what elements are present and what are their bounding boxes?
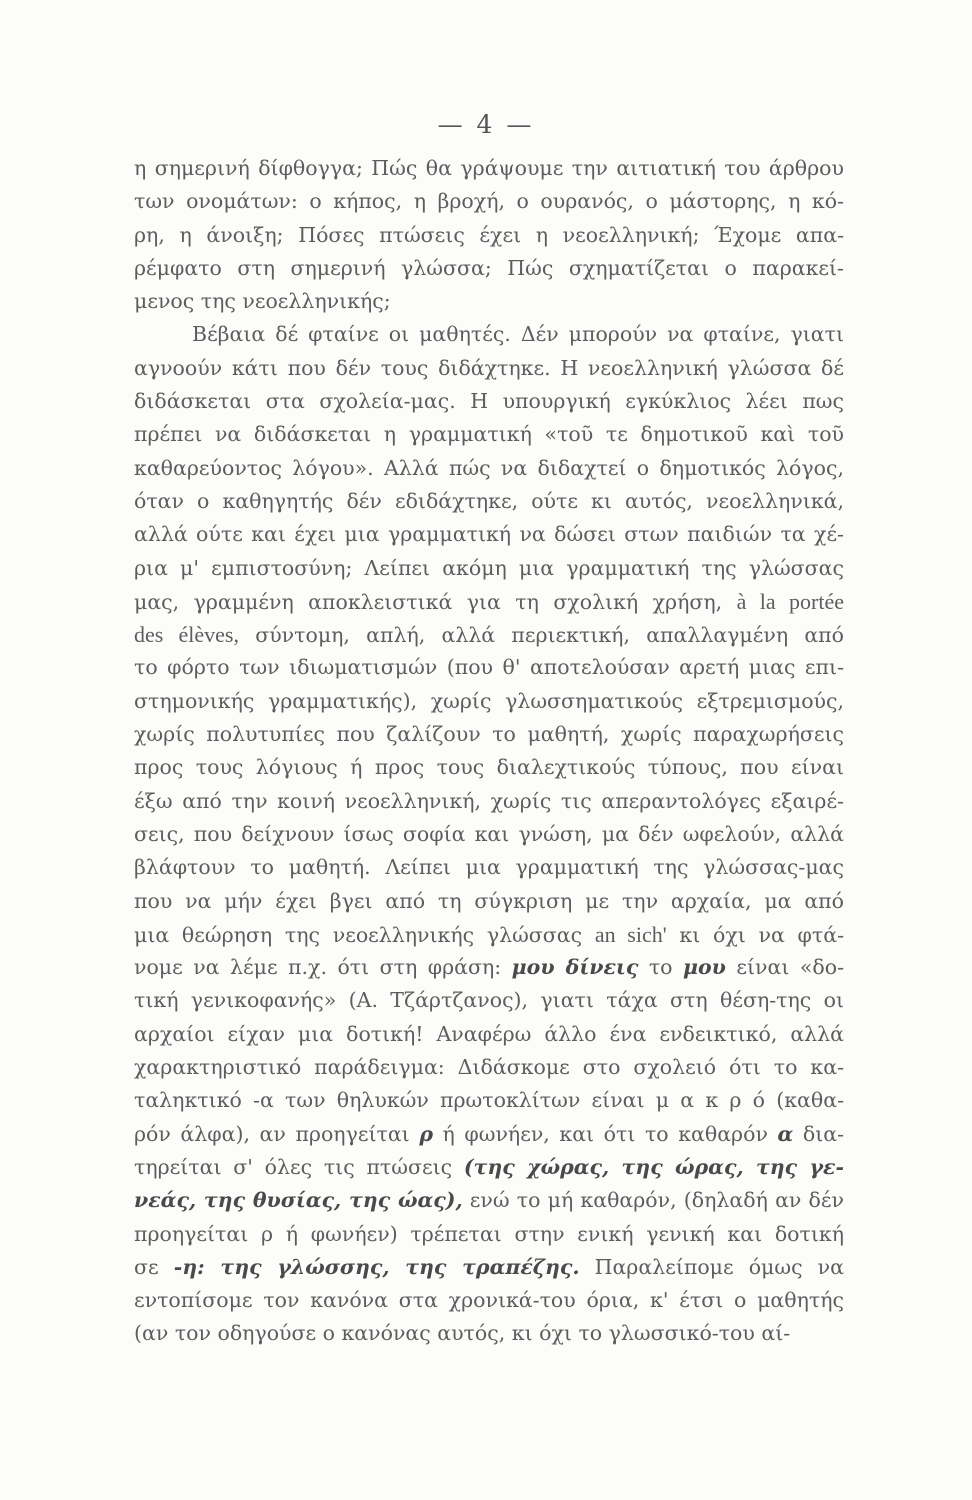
text-segment: διδάσκεται στα σχολεία-μας. Η υπουργική εγκύκλιος λέει πως (134, 389, 844, 414)
text-segment: όταν ο καθηγητής δέν εδιδάχτηκε, ούτε κι αυτός, νεοελληνικά, (134, 488, 844, 513)
text-segment: προς τους λόγιους ή προς τους διαλεχτικούς τύπους, που είναι (134, 755, 844, 780)
text-line (134, 1184, 844, 1217)
text-segment: το (638, 955, 683, 980)
text-line (134, 651, 844, 684)
text-segment: προηγείται ρ ή φωνήεν) τρέπεται στην ενική γενική και δοτική (134, 1221, 844, 1246)
text-line (134, 1317, 844, 1350)
text-segment: τική γενικοφανής» (Α. Τζάρτζανος), γιατι τάχα στη θέση-της οι (134, 988, 844, 1013)
text-line (134, 984, 844, 1017)
text-line (134, 518, 844, 551)
text-segment: αγνοούν κάτι που δέν τους διδάχτηκε. Η νεοελληνική γλώσσα δέ (134, 355, 844, 380)
text-segment: η σημερινή δίφθογγα; Πώς θα γράψουμε την αιτιατική του άρθρου (134, 156, 844, 180)
page-number: — 4 — (437, 110, 535, 139)
text-line (134, 252, 844, 285)
text-segment: νομε να λέμε π.χ. ότι στη φράση: (134, 955, 512, 980)
text-line (134, 152, 844, 185)
text-segment: Παραλείπομε όμως να (579, 1254, 844, 1279)
text-segment: χαρακτηριστικό παράδειγμα: Διδάσκομε στο σχολειό ότι το κα- (134, 1055, 844, 1080)
text-segment: μας, γραμμένη αποκλειστικά για τη σχολική χρήση, (134, 589, 737, 614)
emphasized-text: μου (682, 955, 726, 980)
emphasized-text: -η: της γλώσσης, της τραπέζης. (173, 1254, 580, 1279)
text-segment: ρόν άλφα), αν προηγείται (134, 1121, 420, 1146)
body-text (134, 152, 844, 1351)
text-line (134, 751, 844, 784)
text-line (134, 219, 844, 252)
text-line (134, 818, 844, 851)
text-segment: ρια μ' εμπιστοσύνη; Λείπει ακόμη μια γραμματική της γλώσσας (134, 555, 844, 580)
text-line (134, 552, 844, 585)
text-segment: εντοπίσομε τον κανόνα στα χρονικά-του όρια, κ' έτσι ο μαθητής (134, 1288, 844, 1313)
text-segment: των ονομάτων: ο κήπος, η βροχή, ο ουρανός, ο μάστορης, η κό- (134, 189, 844, 214)
text-segment: είναι «δο- (725, 955, 844, 980)
text-line (134, 718, 844, 751)
text-segment: ενώ το μή καθαρόν, (δηλαδή αν δέν (462, 1188, 844, 1213)
emphasized-text: νεάς, της θυσίας, της ώας), (134, 1188, 463, 1213)
text-segment: δια- (793, 1121, 845, 1146)
text-segment: πρέπει να διδάσκεται η γραμματική «τοῦ τε δημοτικοῦ καὶ τοῦ (134, 422, 844, 447)
text-segment: κι όχι να φτά- (666, 922, 845, 947)
text-line (134, 1118, 844, 1151)
text-line (134, 685, 844, 718)
text-segment: Βέβαια δέ φταίνε οι μαθητές. Δέν μπορούν να φταίνε, γιατι (192, 322, 844, 347)
text-segment: ή φωνήεν, και ότι το καθαρόν (432, 1121, 778, 1146)
text-segment: ταληκτικό -α των θηλυκών πρωτοκλίτων είναι μ α κ ρ ό (καθα- (134, 1088, 844, 1113)
text-line (134, 185, 844, 218)
text-line (134, 1284, 844, 1317)
latin-text: des élèves, (134, 622, 239, 648)
text-line (134, 452, 844, 485)
text-line (134, 1051, 844, 1084)
text-line (134, 1018, 844, 1051)
text-line (134, 318, 844, 351)
text-line (134, 618, 844, 651)
text-line (134, 918, 844, 951)
text-segment: αρχαίοι είχαν μια δοτική! Αναφέρω άλλο ένα ενδεικτικό, αλλά (134, 1021, 844, 1046)
text-line (134, 785, 844, 818)
emphasized-text: μου δίνεις (511, 955, 639, 980)
text-segment: ρέμφατο στη σημερινή γλώσσα; Πώς σχηματίζεται ο παρακεί- (134, 255, 844, 280)
text-segment: τηρείται σ' όλες τις πτώσεις (134, 1154, 464, 1179)
emphasized-text: α (777, 1121, 794, 1146)
text-line (134, 851, 844, 884)
text-segment: (αν τον οδηγούσε ο κανόνας αυτός, κι όχι το γλωσσικό-του αί- (134, 1321, 791, 1346)
text-segment: βλάφτουν το μαθητή. Λείπει μια γραμματική της γλώσσας-μας (134, 855, 844, 880)
emphasized-text: (της χώρας, της ώρας, της γε- (463, 1154, 844, 1179)
text-segment: ρη, η άνοιξη; Πόσες πτώσεις έχει η νεοελληνική; Έχομε απα- (134, 222, 844, 247)
text-line (134, 951, 844, 984)
text-segment: σεις, που δείχνουν ίσως σοφία και γνώση, μα δέν ωφελούν, αλλά (134, 821, 844, 846)
text-segment: σύντομη, απλή, αλλά περιεκτική, απαλλαγμένη από (239, 623, 844, 648)
text-segment: σε (134, 1254, 174, 1279)
text-segment: μια θεώρηση της νεοελληνικής γλώσσας (134, 922, 595, 947)
text-segment: που να μήν έχει βγει από τη σύγκριση με την αρχαία, μα από (134, 888, 844, 913)
text-line (134, 1218, 844, 1251)
text-segment: το φόρτο των ιδιωματισμών (που θ' αποτελούσαν αρετή μιας επι- (134, 655, 844, 680)
text-line (134, 285, 844, 318)
text-segment: αλλά ούτε και έχει μια γραμματική να δώσει στων παιδιών τα χέ- (134, 522, 844, 547)
text-segment: καθαρεύοντος λόγου». Αλλά πώς να διδαχτεί ο δημοτικός λόγος, (134, 455, 844, 480)
text-segment: στημονικής γραμματικής), χωρίς γλωσσηματικούς εξτρεμισμούς, (134, 688, 844, 713)
latin-text: an sich' (594, 921, 667, 947)
text-segment: μενος της νεοελληνικής; (134, 289, 391, 314)
text-line (134, 585, 844, 618)
text-line (134, 1251, 844, 1284)
emphasized-text: ρ (419, 1121, 433, 1146)
text-line (134, 1151, 844, 1184)
text-segment: χωρίς πολυτυπίες που ζαλίζουν το μαθητή, χωρίς παραχωρήσεις (134, 722, 844, 747)
text-line (134, 385, 844, 418)
text-line (134, 352, 844, 385)
text-line (134, 1084, 844, 1117)
latin-text: à la portée (736, 588, 845, 614)
text-segment: έξω από την κοινή νεοελληνική, χωρίς τις απεραντολόγες εξαιρέ- (134, 788, 844, 813)
text-line (134, 885, 844, 918)
text-line (134, 485, 844, 518)
text-line (134, 418, 844, 451)
